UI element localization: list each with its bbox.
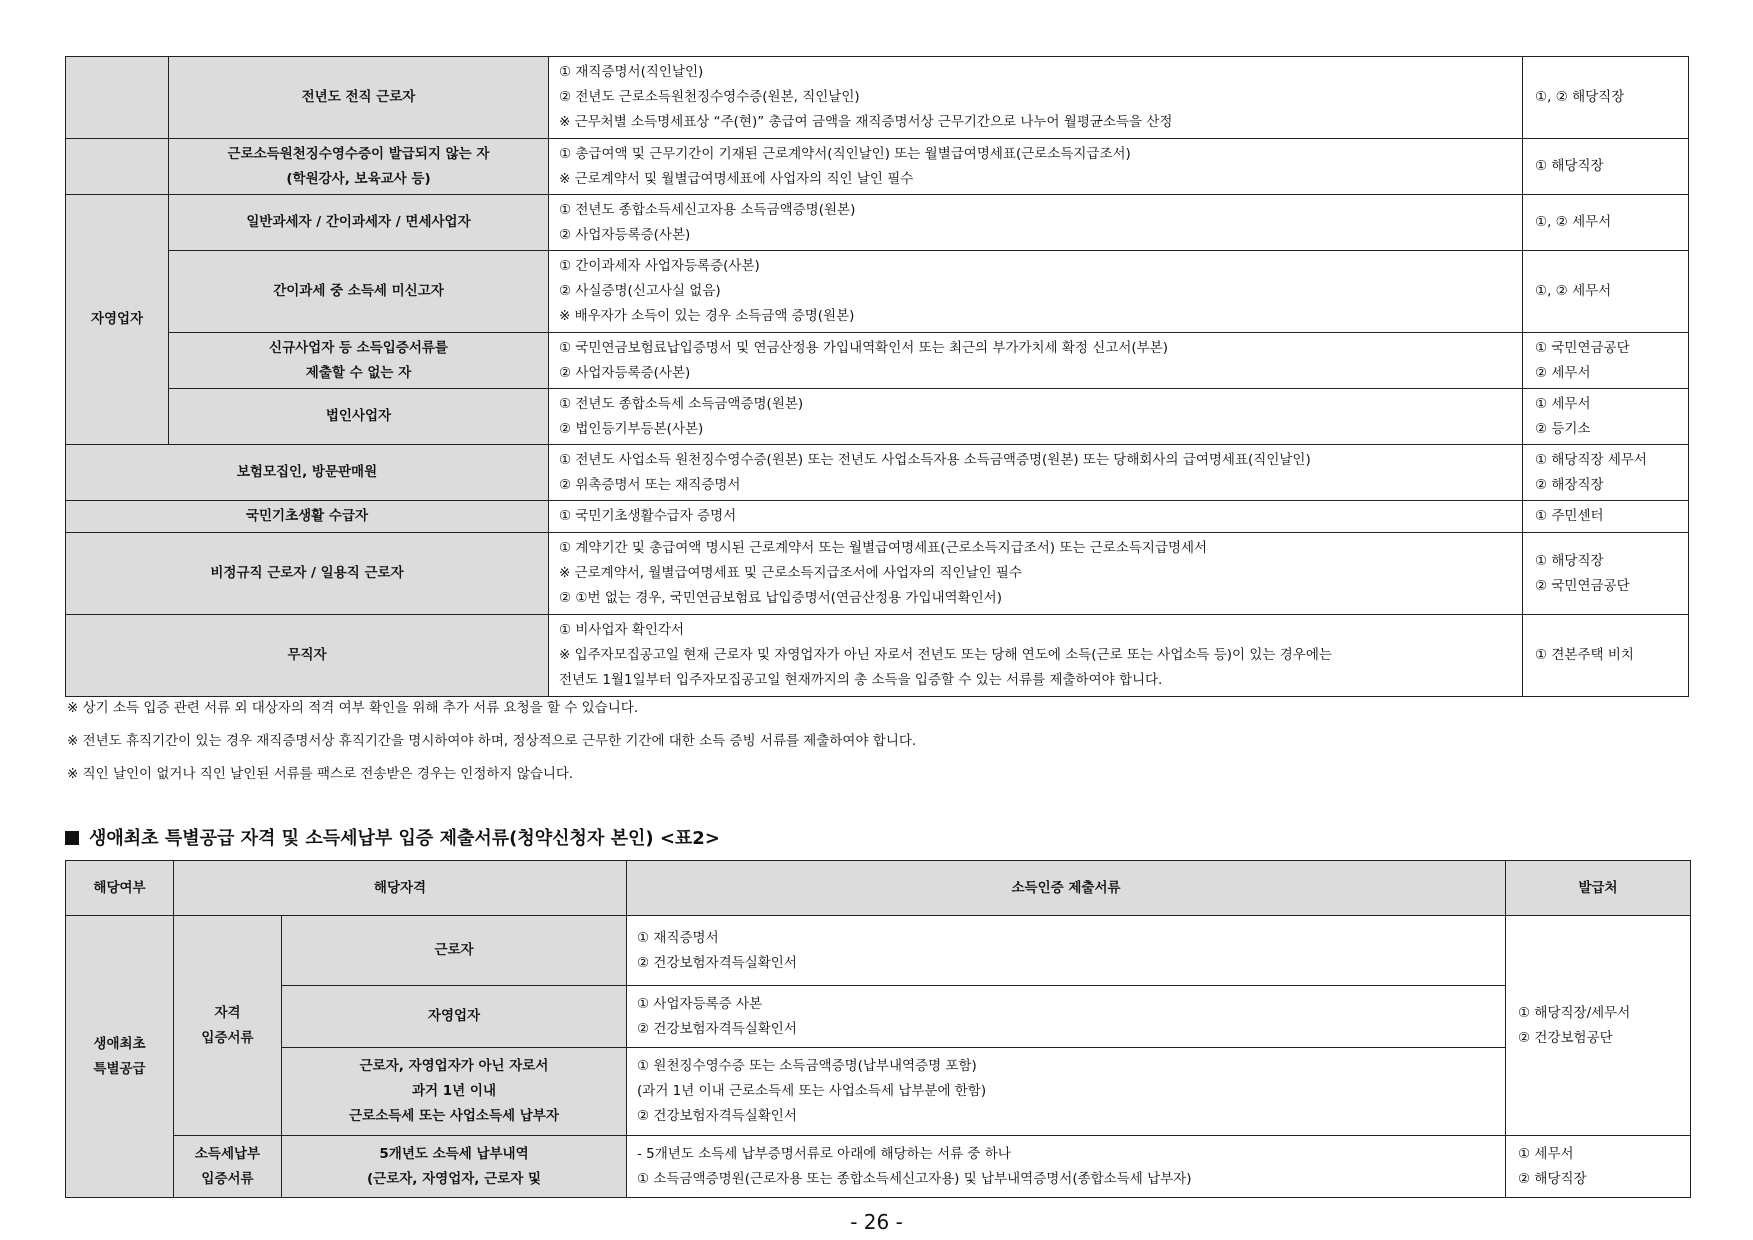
docs-cell: ① 재직증명서 ② 건강보험자격득실확인서 (627, 916, 1506, 986)
docs-cell: ① 전년도 종합소득세 소득금액증명(원본) ② 법인등기부등본(사본) (549, 389, 1523, 445)
item-cell: 자영업자 (282, 986, 627, 1048)
first-time-buyer-table (65, 860, 1691, 1198)
item-cell: 일반과세자 / 간이과세자 / 면세사업자 (169, 195, 549, 251)
issuer-cell: ① 해당직장/세무서 ② 건강보험공단 (1506, 916, 1691, 1136)
group-cell: 소득세납부 입증서류 (174, 1136, 282, 1198)
docs-cell: ① 간이과세자 사업자등록증(사본) ② 사실증명(신고사실 없음) ※ 배우자가 소득이 있는 경우 소득금액 증명(원본) (549, 251, 1523, 333)
category-cell (66, 57, 169, 139)
income-docs-table (65, 56, 1689, 697)
issuer-cell: ① 해당직장 (1523, 139, 1689, 195)
square-bullet-icon (65, 831, 79, 845)
docs-cell: ① 사업자등록증 사본 ② 건강보험자격득실확인서 (627, 986, 1506, 1048)
category-cell: 생애최초 특별공급 (66, 916, 174, 1198)
issuer-cell: ① 해당직장 ② 국민연금공단 (1523, 533, 1689, 615)
docs-cell: ① 원천징수영수증 또는 소득금액증명(납부내역증명 포함) (과거 1년 이내 근로소득세 또는 사업소득세 납부분에 한함) ② 건강보험자격득실확인서 (627, 1048, 1506, 1136)
notes (67, 698, 916, 797)
issuer-cell: ① 주민센터 (1523, 501, 1689, 533)
item-cell: 국민기초생활 수급자 (66, 501, 549, 533)
category-cell (66, 139, 169, 195)
docs-cell: ① 전년도 종합소득세신고자용 소득금액증명(원본) ② 사업자등록증(사본) (549, 195, 1523, 251)
note-line: ※ 전년도 휴직기간이 있는 경우 재직증명서상 휴직기간을 명시하여야 하며, 정상적으로 근무한 기간에 대한 소득 증빙 서류를 제출하여야 합니다. (67, 733, 917, 749)
docs-cell: ① 총급여액 및 근무기간이 기재된 근로계약서(직인날인) 또는 월별급여명세표(근로소득지급조서) ※ 근로계약서 및 월별급여명세표에 사업자의 직인 날인 필수 (549, 139, 1523, 195)
issuer-cell: ① 견본주택 비치 (1523, 615, 1689, 697)
header-cell: 소득인증 제출서류 (627, 861, 1506, 916)
item-cell: 신규사업자 등 소득입증서류를 제출할 수 없는 자 (169, 333, 549, 389)
section-title: 생애최초 특별공급 자격 및 소득세납부 입증 제출서류(청약신청자 본인) <표2> (65, 824, 720, 850)
item-cell: 법인사업자 (169, 389, 549, 445)
header-cell: 해당여부 (66, 861, 174, 916)
issuer-cell: ① 해당직장 세무서 ② 해장직장 (1523, 445, 1689, 501)
issuer-cell: ① 국민연금공단 ② 세무서 (1523, 333, 1689, 389)
issuer-cell: ①, ② 해당직장 (1523, 57, 1689, 139)
item-cell: 전년도 전직 근로자 (169, 57, 549, 139)
item-cell: 5개년도 소득세 납부내역 (근로자, 자영업자, 근로자 및 (282, 1136, 627, 1198)
note-line: ※ 상기 소득 입증 관련 서류 외 대상자의 적격 여부 확인을 위해 추가 서류 요청을 할 수 있습니다. (67, 700, 639, 716)
docs-cell: ① 국민기초생활수급자 증명서 (549, 501, 1523, 533)
docs-cell: ① 국민연금보험료납입증명서 및 연금산정용 가입내역확인서 또는 최근의 부가가치세 확정 신고서(부본) ② 사업자등록증(사본) (549, 333, 1523, 389)
docs-cell: ① 전년도 사업소득 원천징수영수증(원본) 또는 전년도 사업소득자용 소득금액증명(원본) 또는 당해회사의 급여명세표(직인날인) ② 위촉증명서 또는 재직증명서 (549, 445, 1523, 501)
page-number: - 26 - (850, 1210, 903, 1234)
header-cell: 발급처 (1506, 861, 1691, 916)
docs-cell: ① 비사업자 확인각서 ※ 입주자모집공고일 현재 근로자 및 자영업자가 아닌 자로서 전년도 또는 당해 연도에 소득(근로 또는 사업소득 등)이 있는 경우에는 전년도 1월1일부터 입주자모집공고일 현재까지의 총 소득을 입증할 수 있는 서류를 제출하여야 합니다. (549, 615, 1523, 697)
category-cell: 자영업자 (66, 195, 169, 445)
item-cell: 비정규직 근로자 / 일용직 근로자 (66, 533, 549, 615)
item-cell: 근로소득원천징수영수증이 발급되지 않는 자 (학원강사, 보육교사 등) (169, 139, 549, 195)
issuer-cell: ① 세무서 ② 등기소 (1523, 389, 1689, 445)
docs-cell: - 5개년도 소득세 납부증명서류로 아래에 해당하는 서류 중 하나 ① 소득금액증명원(근로자용 또는 종합소득세신고자용) 및 납부내역증명서(종합소득세 납부자) (627, 1136, 1506, 1198)
issuer-cell: ①, ② 세무서 (1523, 195, 1689, 251)
issuer-cell: ①, ② 세무서 (1523, 251, 1689, 333)
item-cell: 간이과세 중 소득세 미신고자 (169, 251, 549, 333)
group-cell: 자격 입증서류 (174, 916, 282, 1136)
issuer-cell: ① 세무서 ② 해당직장 (1506, 1136, 1691, 1198)
item-cell: 보험모집인, 방문판매원 (66, 445, 549, 501)
item-cell: 근로자, 자영업자가 아닌 자로서 과거 1년 이내 근로소득세 또는 사업소득세 납부자 (282, 1048, 627, 1136)
item-cell: 근로자 (282, 916, 627, 986)
item-cell: 무직자 (66, 615, 549, 697)
header-cell: 해당자격 (174, 861, 627, 916)
note-line: ※ 직인 날인이 없거나 직인 날인된 서류를 팩스로 전송받은 경우는 인정하지 않습니다. (67, 766, 574, 782)
docs-cell: ① 재직증명서(직인날인) ② 전년도 근로소득원천징수영수증(원본, 직인날인) ※ 근무처별 소득명세표상 “주(현)” 총급여 금액을 재직증명서상 근무기간으로 나누어 월평균소득을 산정 (549, 57, 1523, 139)
docs-cell: ① 계약기간 및 총급여액 명시된 근로계약서 또는 월별급여명세표(근로소득지급조서) 또는 근로소득지급명세서 ※ 근로계약서, 월별급여명세표 및 근로소득지급조서에 사업자의 직인날인 필수 ② ①번 없는 경우, 국민연금보험료 납입증명서(연금산정용 가입내역확인서) (549, 533, 1523, 615)
